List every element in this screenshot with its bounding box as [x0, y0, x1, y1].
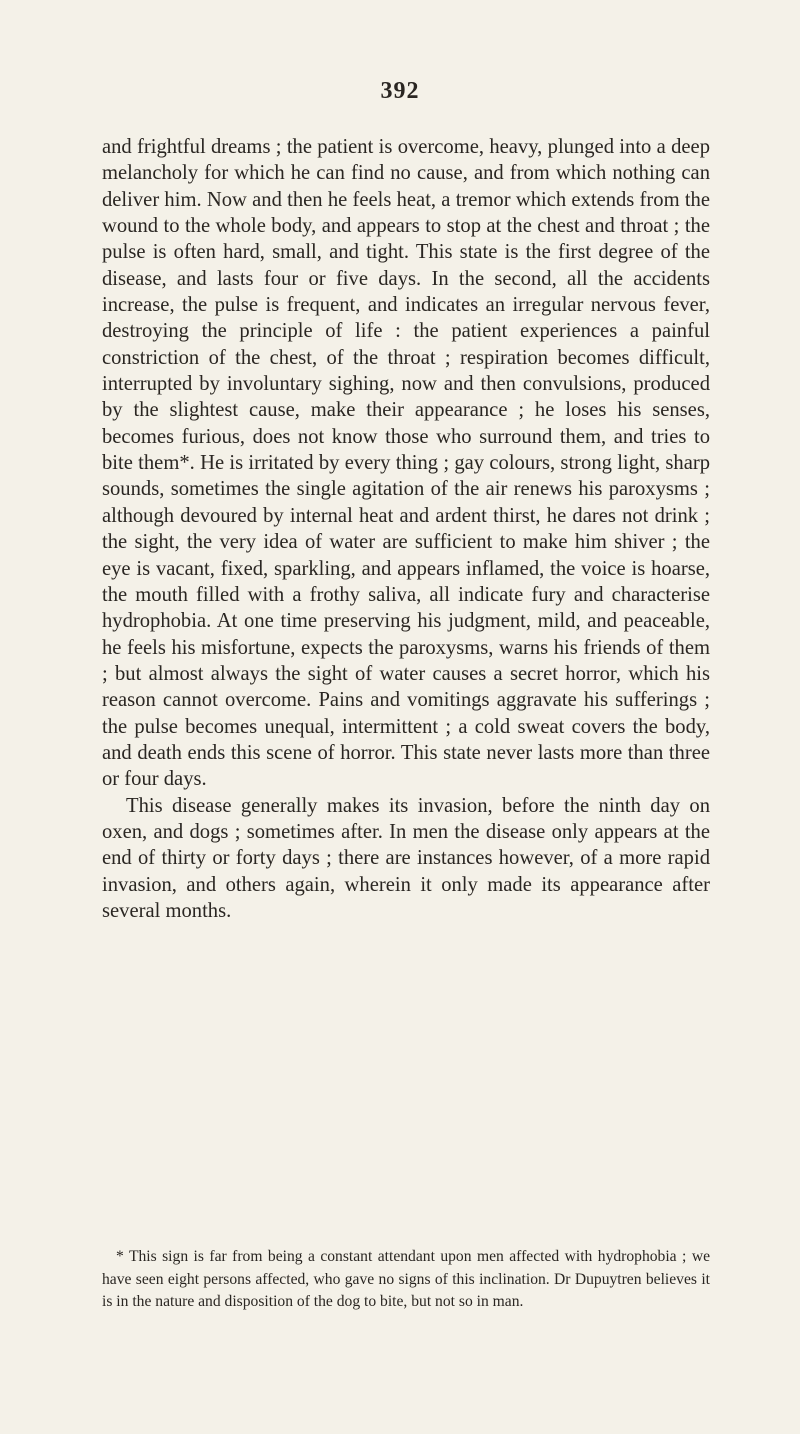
page-number: 392 — [380, 78, 420, 104]
paragraph-2: This disease generally makes its invasion, before the ninth day on oxen, and dogs ; sometimes after. In men the disease only appears at the end of thirty or forty days ; there are instances however, of a more rapid invasion, and others again, wherein it only made its appearance after several months. — [102, 794, 710, 922]
paragraph-1: and frightful dreams ; the patient is overcome, heavy, plunged into a deep melancholy for which he can find no cause, and from which nothing can deliver him. Now and then he feels heat, a tremor which extends from the wound to the whole body, and appears to stop at the chest and throat ; the pulse is often hard, small, and tight. This state is the first degree of the disease, and lasts four or five days. In the second, all the accidents increase, the pulse is frequent, and indicates an irregular nervous fever, destroying the principle of life : the patient experiences a painful constriction of the chest, of the throat ; respiration becomes difficult, interrupted by involuntary sighing, now and then convulsions, produced by the slightest cause, make their appearance ; he loses his senses, becomes furious, does not know those who surround them, and tries to bite them*. He is irritated by every thing ; gay colours, strong light, sharp sounds, sometimes the single agitation of the air renews his paroxysms ; although devoured by internal heat and ardent thirst, he dares not drink ; the sight, the very idea of water are sufficient to make him shiver ; the eye is vacant, fixed, sparkling, and appears inflamed, the voice is hoarse, the mouth filled with a frothy saliva, all indicate fury and characterise hydrophobia. At one time preserving his judgment, mild, and peaceable, he feels his misfortune, expects the paroxysms, warns his friends of them ; but almost always the sight of water causes a secret horror, which his reason cannot overcome. Pains and vomitings aggravate his sufferings ; the pulse becomes unequal, intermittent ; a cold sweat covers the body, and death ends this scene of horror. This state never lasts more than three or four days. — [102, 136, 710, 791]
body-text — [102, 134, 710, 924]
footnote-text: * This sign is far from being a constant attendant upon men affected with hydrophobia ; we have seen eight persons affected, who gave no signs of this inclination. Dr Dupuytren believes it is in the nature and disposition of the dog to bite, but not so in man. — [102, 1248, 710, 1310]
footnote — [102, 1246, 710, 1314]
